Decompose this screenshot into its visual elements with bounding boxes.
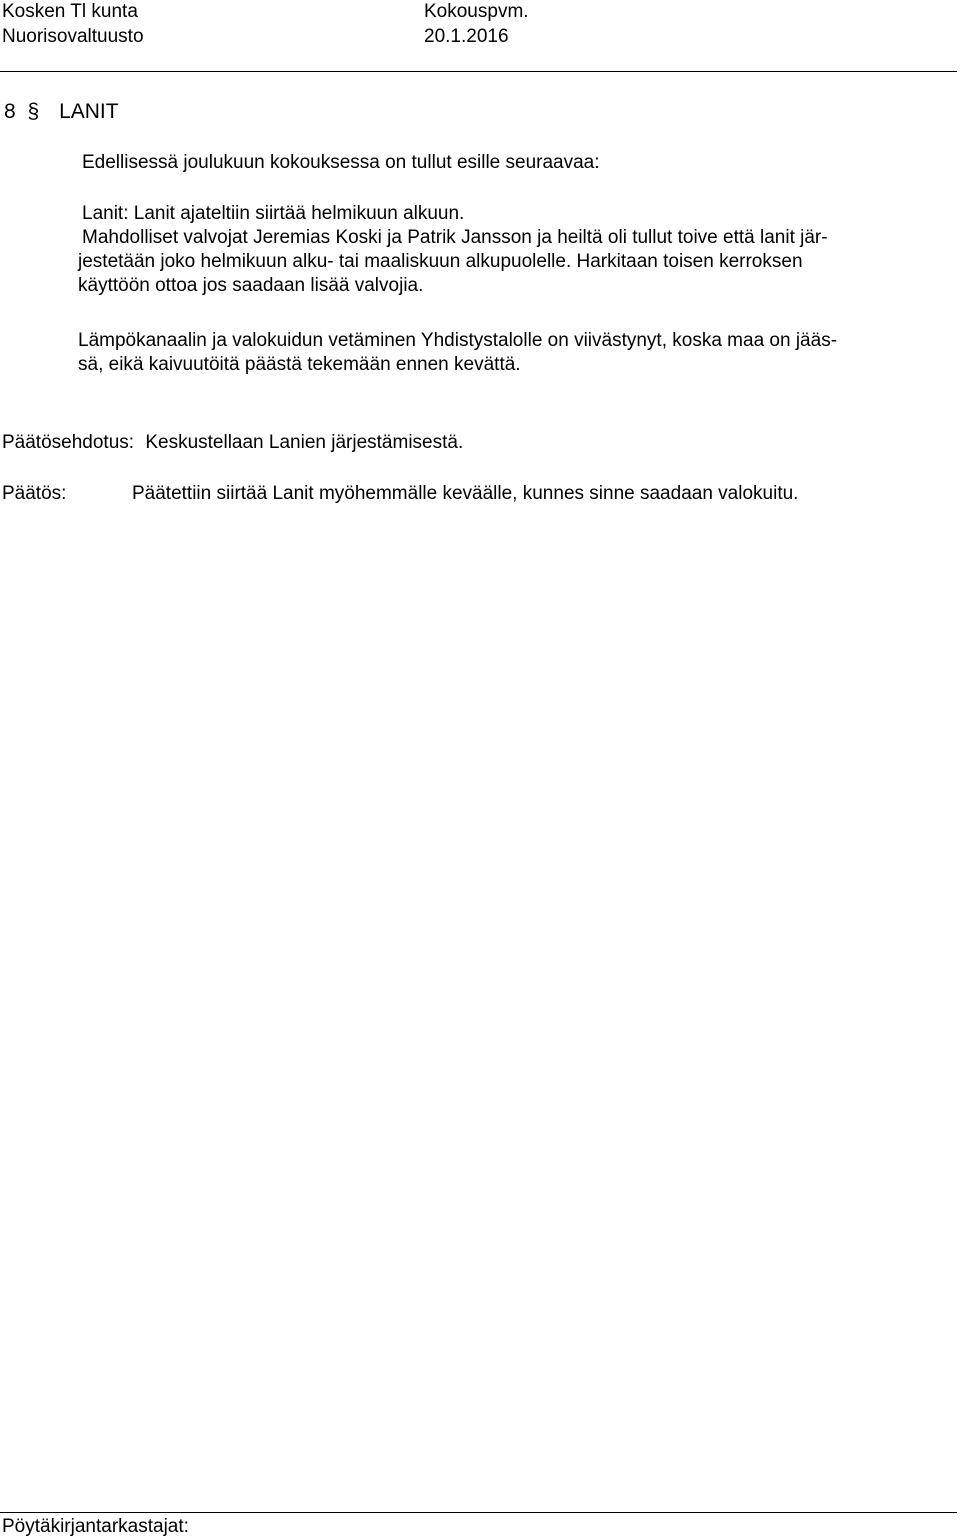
proposal-text: Keskustellaan Lanien järjestämisestä. (145, 432, 464, 453)
intro-text: Edellisessä joulukuun kokouksessa on tullut esille seuraavaa: (82, 152, 600, 173)
lanit-paragraph (78, 202, 828, 298)
lanit-line: Lanit: Lanit ajateltiin siirtää helmikuun alkuun. (82, 203, 465, 224)
section-title: LANIT (59, 100, 119, 123)
header-date-label: Kokouspvm. (424, 1, 529, 22)
section-number: 8 (4, 100, 16, 123)
proposal-label: Päätösehdotus: (2, 432, 135, 453)
lanit-line: jestetään joko helmikuun alku- tai maaliskuun alkupuolelle. Harkitaan toisen kerroksen (78, 251, 803, 272)
header-date: 20.1.2016 (424, 26, 509, 47)
heating-line: sä, eikä kaivuutöitä päästä tekemään ennen kevättä. (78, 354, 521, 375)
footer-divider (0, 1512, 957, 1513)
heating-paragraph (78, 329, 837, 377)
section-heading (4, 100, 119, 124)
header-divider (0, 71, 957, 72)
decision-text: Päätettiin siirtää Lanit myöhemmälle keväälle, kunnes sinne saadaan valokuitu. (132, 483, 799, 504)
header-org: Kosken Tl kunta (2, 1, 138, 22)
lanit-line: käyttöön ottoa jos saadaan lisää valvojia. (78, 275, 424, 296)
section-symbol: § (27, 100, 40, 123)
header-body: Nuorisovaltuusto (2, 26, 144, 47)
decision-label: Päätös: (2, 483, 67, 504)
heating-line: Lämpökanaalin ja valokuidun vetäminen Yhdistystalolle on viivästynyt, koska maa on jääs- (78, 330, 838, 351)
lanit-line: Mahdolliset valvojat Jeremias Koski ja Patrik Jansson ja heiltä oli tullut toive että lanit jär- (82, 227, 828, 248)
footer-label: Pöytäkirjantarkastajat: (2, 1516, 189, 1537)
proposal-row (2, 432, 463, 454)
